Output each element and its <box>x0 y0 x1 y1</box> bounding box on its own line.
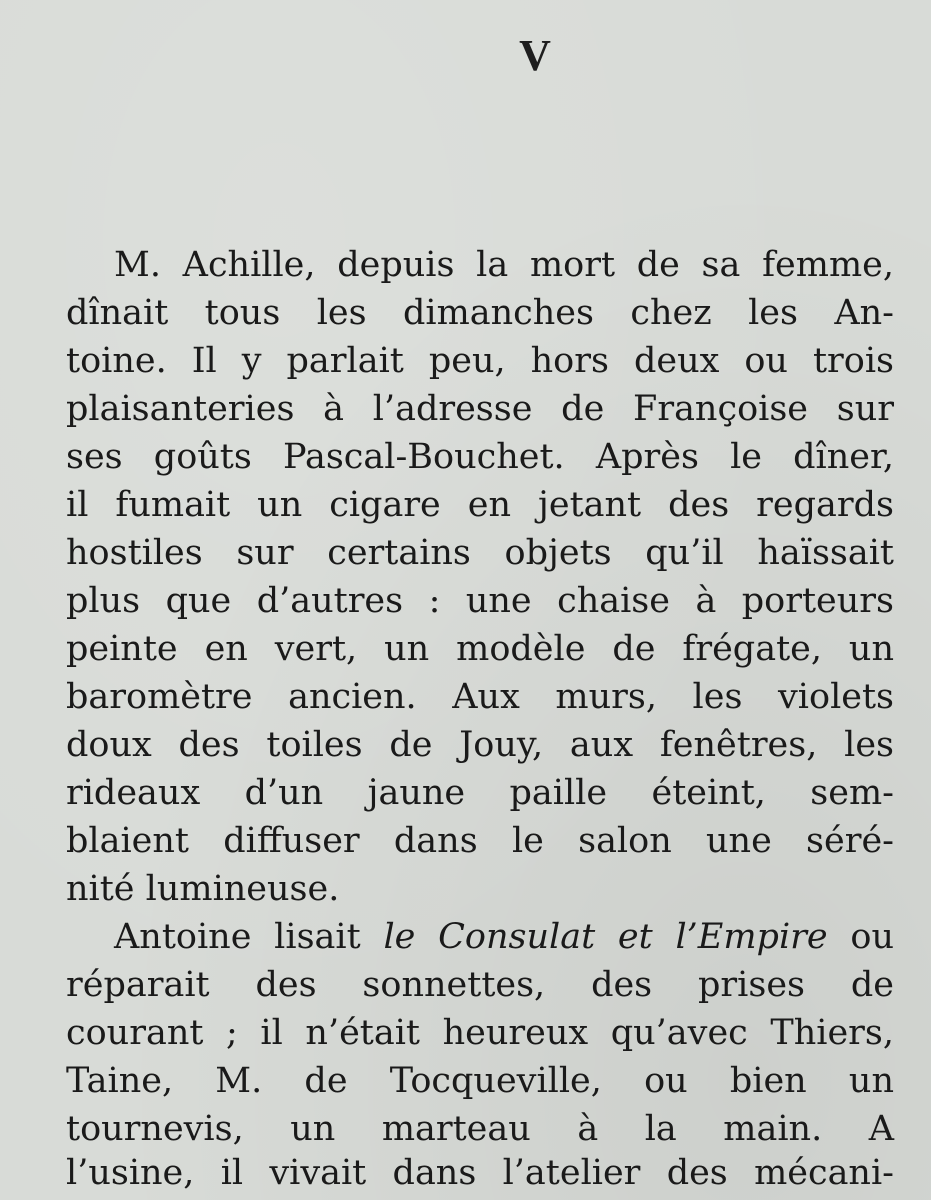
text-line-with-title <box>114 912 894 962</box>
text-line: rideaux d’un jaune paille éteint, sem- <box>66 773 894 813</box>
text-line: hostiles sur certains objets qu’il haïssait <box>66 533 894 573</box>
text-line: Taine, M. de Tocqueville, ou bien un <box>66 1061 894 1101</box>
text-line: dînait tous les dimanches chez les An- <box>66 293 894 333</box>
text-line: doux des toiles de Jouy, aux fenêtres, les <box>66 725 894 765</box>
text-line: plaisanteries à l’adresse de Françoise sur <box>66 389 894 429</box>
text-span: ou <box>827 917 894 957</box>
text-line: nité lumineuse. <box>66 869 340 909</box>
chapter-heading: V <box>519 31 552 80</box>
text-line: réparait des sonnettes, des prises de <box>66 965 894 1005</box>
text-line: courant ; il n’était heureux qu’avec Thiers, <box>66 1013 894 1053</box>
text-span: Antoine lisait <box>114 917 384 957</box>
text-line: plus que d’autres : une chaise à porteurs <box>66 581 894 621</box>
text-line: l’usine, il vivait dans l’atelier des mécani- <box>66 1153 894 1193</box>
book-title: le Consulat et l’Empire <box>383 917 828 957</box>
text-line: toine. Il y parlait peu, hors deux ou trois <box>66 341 894 381</box>
text-line: ses goûts Pascal-Bouchet. Après le dîner, <box>66 437 894 477</box>
text-line: baromètre ancien. Aux murs, les violets <box>66 677 894 717</box>
text-line: il fumait un cigare en jetant des regards <box>66 485 894 525</box>
text-line: M. Achille, depuis la mort de sa femme, <box>114 245 894 285</box>
text-line: blaient diffuser dans le salon une séré- <box>66 821 894 861</box>
text-line: tournevis, un marteau à la main. A <box>66 1109 894 1149</box>
text-line: peinte en vert, un modèle de frégate, un <box>66 629 894 669</box>
